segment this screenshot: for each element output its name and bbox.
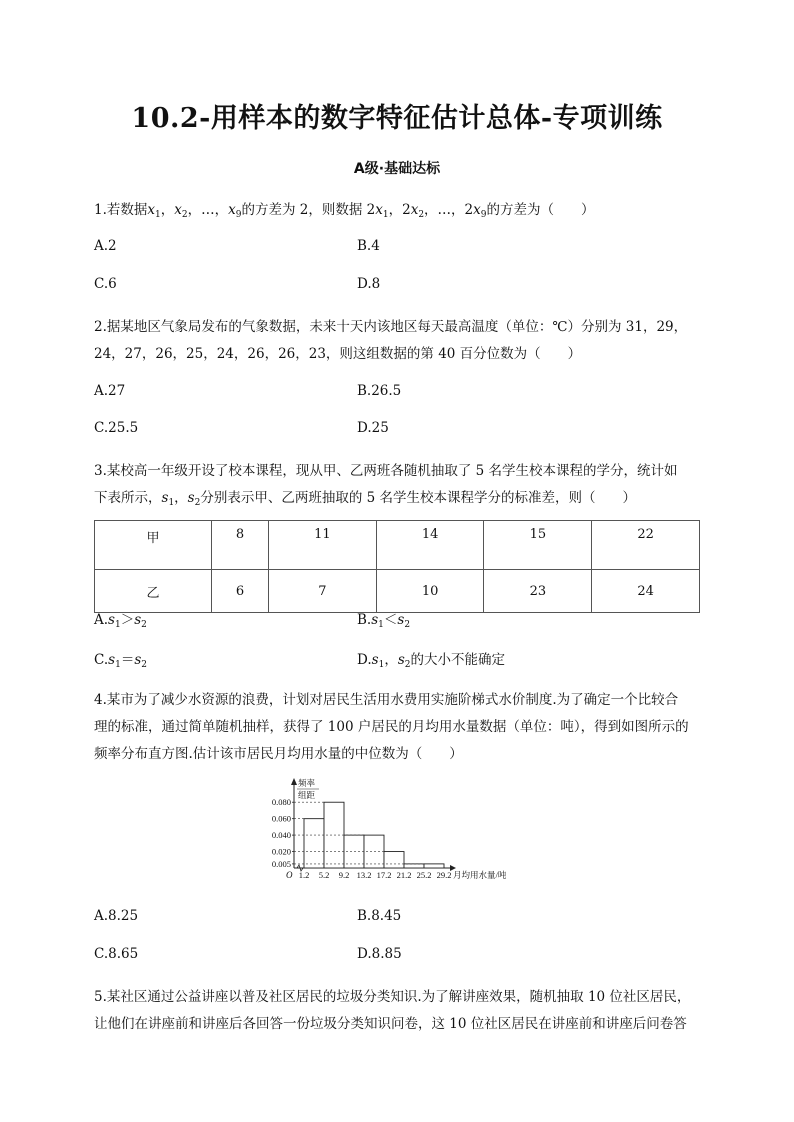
histogram-bar xyxy=(384,852,404,868)
histogram-bar xyxy=(424,864,444,868)
table-cell: 10 xyxy=(376,570,484,613)
y-axis-arrow xyxy=(291,778,297,785)
y-tick-label: 0.005 xyxy=(271,858,291,869)
q2-option-c: C.25.5 xyxy=(94,420,139,436)
histogram-bar xyxy=(304,819,324,868)
histogram-bar xyxy=(404,864,424,868)
q3-stem-line1: 3.某校高一年级开设了校本课程，现从甲、乙两班各随机抽取了 5 名学生校本课程的学分，统计如 xyxy=(94,463,678,479)
row-label-yi: 乙 xyxy=(95,570,212,613)
origin-label: O xyxy=(286,870,293,880)
credit-table xyxy=(94,520,700,613)
q5-stem-line2: 让他们在讲座前和讲座后各回答一份垃圾分类知识问卷，这 10 位社区居民在讲座前和讲座后问卷答 xyxy=(94,1016,687,1032)
table-cell: 24 xyxy=(592,570,700,613)
table-cell: 23 xyxy=(484,570,592,613)
q3-option-a: $A.s_1>s_2$ xyxy=(94,612,147,630)
q2-option-d: D.25 xyxy=(357,420,389,436)
q1-stem: 1.若数据$x_1$，$x_2$，…，$x_9$的方差为 2，则数据 $2x_1$，$2x_2$，…，$2x_9$的方差为（ ） xyxy=(94,202,595,220)
section-subtitle: A级·基础达标 xyxy=(353,161,441,177)
y-axis-label-numerator: 频率 xyxy=(298,778,316,788)
frequency-histogram xyxy=(258,776,538,888)
q1-option-b: B.4 xyxy=(357,238,380,254)
table-cell: 8 xyxy=(212,521,269,570)
y-tick-label: 0.040 xyxy=(271,830,291,841)
table-cell: 6 xyxy=(212,570,269,613)
x-tick-label: 29.2 xyxy=(436,870,452,880)
x-tick-label: 1.2 xyxy=(298,870,310,880)
x-tick-label: 25.2 xyxy=(416,870,432,880)
y-tick-label: 0.080 xyxy=(271,797,291,808)
q4-stem-line2: 理的标准，通过简单随机抽样，获得了 100 户居民的月均用水量数据（单位：吨），得到如图所示的 xyxy=(94,719,689,735)
table-cell: 22 xyxy=(592,521,700,570)
y-tick-label: 0.060 xyxy=(271,813,291,824)
x-tick-label: 9.2 xyxy=(338,870,350,880)
q1-option-c: C.6 xyxy=(94,276,117,292)
x-tick-label: 13.2 xyxy=(356,870,372,880)
q4-option-c: C.8.65 xyxy=(94,946,139,962)
y-tick-label: 0.020 xyxy=(271,846,291,857)
q1-option-d: D.8 xyxy=(357,276,381,292)
x-tick-label: 5.2 xyxy=(318,870,330,880)
x-tick-label: 21.2 xyxy=(396,870,412,880)
q4-option-b: B.8.45 xyxy=(357,908,402,924)
q2-stem-line2: 24，27，26，25，24，26，26，23，则这组数据的第 40 百分位数为（ ） xyxy=(94,346,582,362)
q2-option-b: B.26.5 xyxy=(357,383,402,399)
table-row xyxy=(95,570,700,613)
q2-stem-line1: 2.据某地区气象局发布的气象数据，未来十天内该地区每天最高温度（单位：℃）分别为 31，29， xyxy=(94,319,688,335)
q1-option-a: A.2 xyxy=(94,238,117,254)
x-axis-label: 月均用水量/吨 xyxy=(453,870,507,880)
q2-option-a: A.27 xyxy=(94,383,126,399)
q4-stem-line1: 4.某市为了减少水资源的浪费，计划对居民生活用水费用实施阶梯式水价制度.为了确定一个比较合 xyxy=(94,692,679,708)
q3-option-c: $C.s_1=s_2$ xyxy=(94,652,147,670)
q3-stem-line2: 下表所示，$s_1$，$s_2$分别表示甲、乙两班抽取的 5 名学生校本课程学分的标准差，则（ ） xyxy=(94,490,637,508)
q5-stem-line1: 5.某社区通过公益讲座以普及社区居民的垃圾分类知识.为了解讲座效果，随机抽取 10 位社区居民， xyxy=(94,989,691,1005)
q4-option-a: A.8.25 xyxy=(94,908,139,924)
table-cell: 7 xyxy=(268,570,376,613)
table-cell: 11 xyxy=(268,521,376,570)
table-cell: 15 xyxy=(484,521,592,570)
table-row xyxy=(95,521,700,570)
q3-option-d: $D.s_1$，$s_2$的大小不能确定 xyxy=(357,652,505,670)
row-label-jia: 甲 xyxy=(95,521,212,570)
q4-stem-line3: 频率分布直方图.估计该市居民月均用水量的中位数为（ ） xyxy=(94,746,463,762)
q4-option-d: D.8.85 xyxy=(357,946,402,962)
y-axis-label-denominator: 组距 xyxy=(298,790,316,800)
table-cell: 14 xyxy=(376,521,484,570)
q3-option-b: $B.s_1<s_2$ xyxy=(357,612,411,630)
page-title: 10.2-用样本的数字特征估计总体-专项训练 xyxy=(131,103,663,134)
x-tick-label: 17.2 xyxy=(376,870,392,880)
